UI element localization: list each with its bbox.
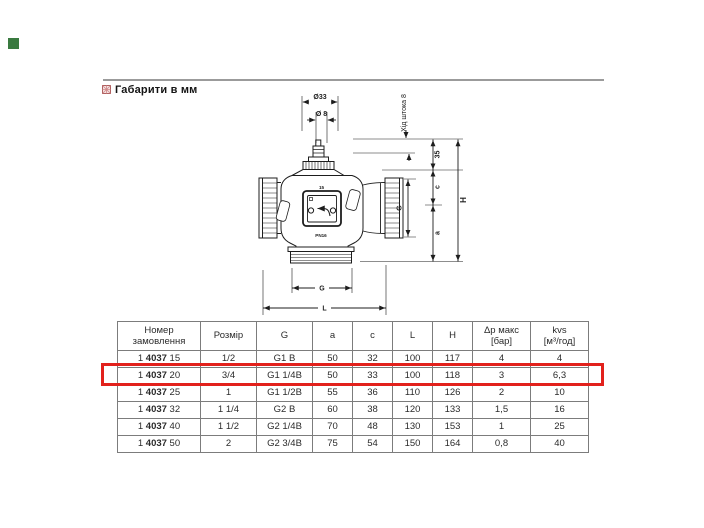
table-cell: 118 [433,368,473,385]
table-cell: 33 [353,368,393,385]
table-cell: 100 [393,368,433,385]
column-header-4: c [353,322,393,351]
table-cell: 2 [201,436,257,453]
dim-label-35: 35 [434,150,442,159]
table-cell: 10 [531,385,589,402]
column-header-2: G [257,322,313,351]
table-cell: G1 B [257,351,313,368]
table-cell: G2 B [257,402,313,419]
table-cell: 1/2 [201,351,257,368]
section-marker-icon [102,85,111,94]
valve-dn-label: 15 [318,185,325,190]
highlighted-row-marker [101,363,604,386]
order-number-cell: 1 4037 50 [118,436,201,453]
column-header-3: a [313,322,353,351]
table-cell: 164 [433,436,473,453]
table-cell: 6,3 [531,368,589,385]
valve-bonnet [303,162,334,170]
table-row-1403725 [118,385,589,402]
dim-label-dia8: Ø 8 [315,111,328,118]
spec-table-header [118,322,589,351]
table-cell: 3 [473,368,531,385]
table-cell: 70 [313,419,353,436]
dim-label-a: a [434,231,442,235]
table-cell: 1 [473,419,531,436]
table-cell: 3/4 [201,368,257,385]
section-header [102,84,198,96]
valve-left-port [259,178,263,238]
dim-label-h: H [459,197,468,203]
section-divider [103,79,604,81]
dim-label-g-side: G [396,205,404,211]
table-cell: 4 [473,351,531,368]
table-cell: 1 [201,385,257,402]
table-cell: 133 [433,402,473,419]
table-cell: 38 [353,402,393,419]
table-cell: 60 [313,402,353,419]
table-cell: 1,5 [473,402,531,419]
table-cell: 50 [313,351,353,368]
table-cell: 1 1/2 [201,419,257,436]
table-row-1403750 [118,436,589,453]
table-cell: 0,8 [473,436,531,453]
table-row-1403732 [118,402,589,419]
table-cell: 120 [393,402,433,419]
table-cell: 16 [531,402,589,419]
table-cell: G1 1/4B [257,368,313,385]
table-cell: 150 [393,436,433,453]
order-number-cell: 1 4037 20 [118,368,201,385]
table-cell: 75 [313,436,353,453]
table-cell: 50 [313,368,353,385]
table-cell: 25 [531,419,589,436]
column-header-7: Δp макс [бар] [473,322,531,351]
table-cell: 4 [531,351,589,368]
section-title: Габарити в мм [115,84,198,96]
table-cell: 100 [393,351,433,368]
dim-label-dia33: Ø33 [313,94,327,101]
table-cell: 36 [353,385,393,402]
table-cell: 130 [393,419,433,436]
table-cell: 110 [393,385,433,402]
order-number-cell: 1 4037 32 [118,402,201,419]
table-cell: 126 [433,385,473,402]
order-number-cell: 1 4037 40 [118,419,201,436]
column-header-8: kvs [м³/год] [531,322,589,351]
table-cell: G1 1/2B [257,385,313,402]
table-cell: 32 [353,351,393,368]
table-cell: 40 [531,436,589,453]
dim-label-c: c [434,185,442,189]
table-cell: 55 [313,385,353,402]
table-cell: 2 [473,385,531,402]
table-cell: 1 1/4 [201,402,257,419]
table-cell: 54 [353,436,393,453]
column-header-5: L [393,322,433,351]
column-header-6: H [433,322,473,351]
table-row-1403740 [118,419,589,436]
valve-dimension-drawing [230,85,480,320]
dim-label-stroke: Хід штока 8 [401,94,408,132]
table-cell: G2 1/4B [257,419,313,436]
order-number-cell: 1 4037 25 [118,385,201,402]
table-cell: 48 [353,419,393,436]
dim-label-g-bottom: G [319,285,325,293]
column-header-0: Номер замовлення [118,322,201,351]
column-header-1: Розмір [201,322,257,351]
page-corner-marker [8,38,19,49]
valve-pn-label: PN16 [315,232,327,238]
table-cell: 117 [433,351,473,368]
valve-spec-table [117,321,589,453]
table-cell: 153 [433,419,473,436]
order-number-cell: 1 4037 15 [118,351,201,368]
table-cell: G2 3/4B [257,436,313,453]
dim-label-l: L [322,305,327,313]
